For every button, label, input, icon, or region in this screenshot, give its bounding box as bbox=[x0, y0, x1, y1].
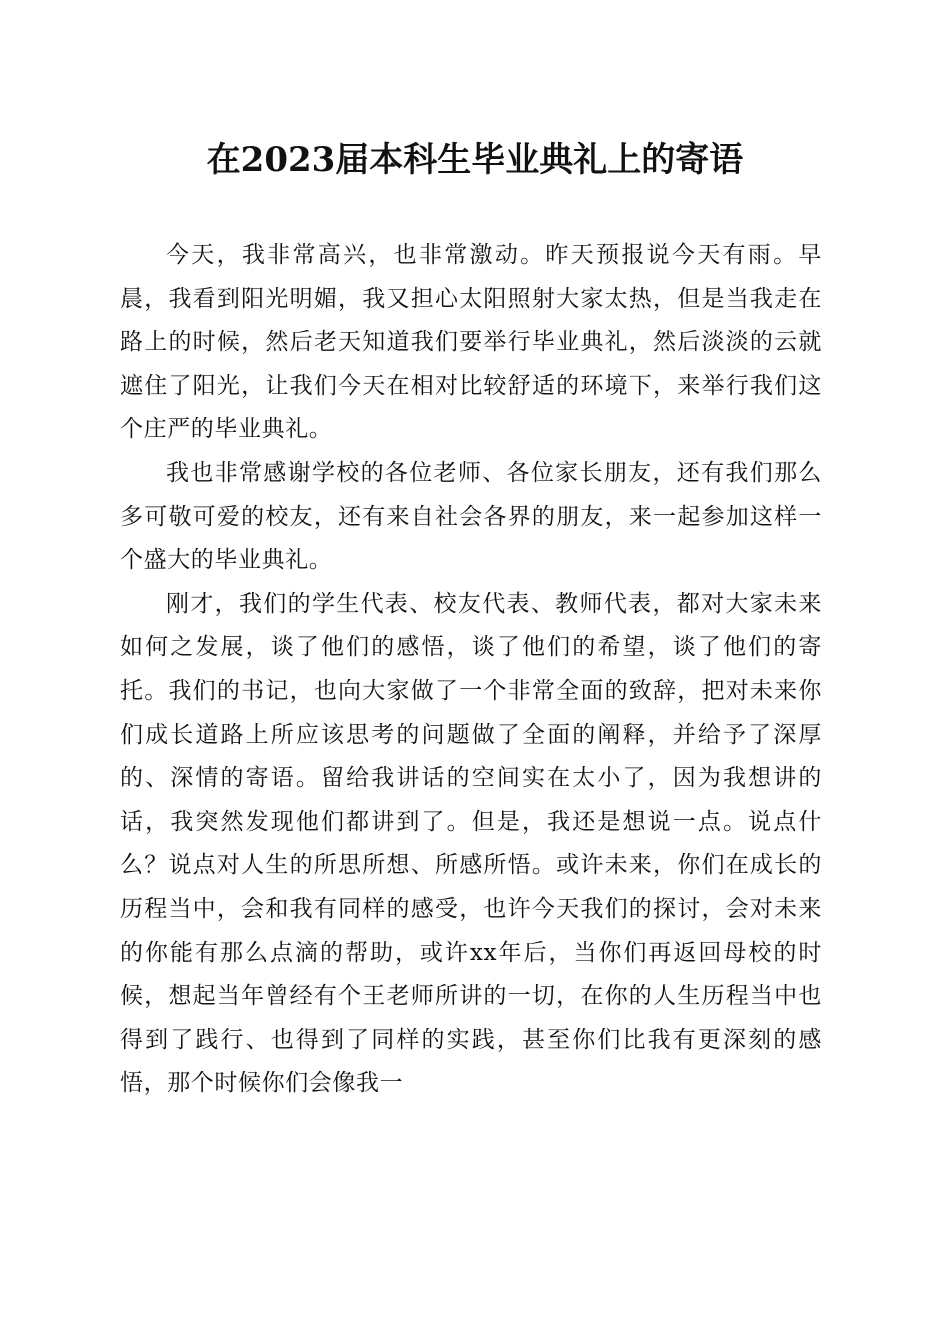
paragraph-3: 刚才，我们的学生代表、校友代表、教师代表，都对大家未来如何之发展，谈了他们的感悟，谈了他们的希望，谈了他们的寄托。我们的书记，也向大家做了一个非常全面的致辞，把对未来你们成长道路上所应该思考的问题做了全面的阐释，并给予了深厚的、深情的寄语。留给我讲话的空间实在太小了，因为我想讲的话，我突然发现他们都讲到了。但是，我还是想说一点。说点什么？说点对人生的所思所想、所感所悟。或许未来，你们在成长的历程当中，会和我有同样的感受，也许今天我们的探讨，会对未来的你能有那么点滴的帮助，或许xx年后，当你们再返回母校的时候，想起当年曾经有个王老师所讲的一切，在你的人生历程当中也得到了践行、也得到了同样的实践，甚至你们比我有更深刻的感悟，那个时候你们会像我一 bbox=[120, 590, 822, 1097]
paragraph-1: 今天，我非常高兴，也非常激动。昨天预报说今天有雨。早晨，我看到阳光明媚，我又担心太阳照射大家太热，但是当我走在路上的时候，然后老天知道我们要举行毕业典礼，然后淡淡的云就遮住了阳光，让我们今天在相对比较舒适的环境下，来举行我们这个庄严的毕业典礼。 bbox=[120, 242, 822, 443]
paragraph-2: 我也非常感谢学校的各位老师、各位家长朋友，还有我们那么多可敬可爱的校友，还有来自社会各界的朋友，来一起参加这样一个盛大的毕业典礼。 bbox=[120, 459, 822, 574]
document-body bbox=[120, 234, 822, 1106]
document-title: 在2023届本科生毕业典礼上的寄语 bbox=[206, 140, 744, 180]
